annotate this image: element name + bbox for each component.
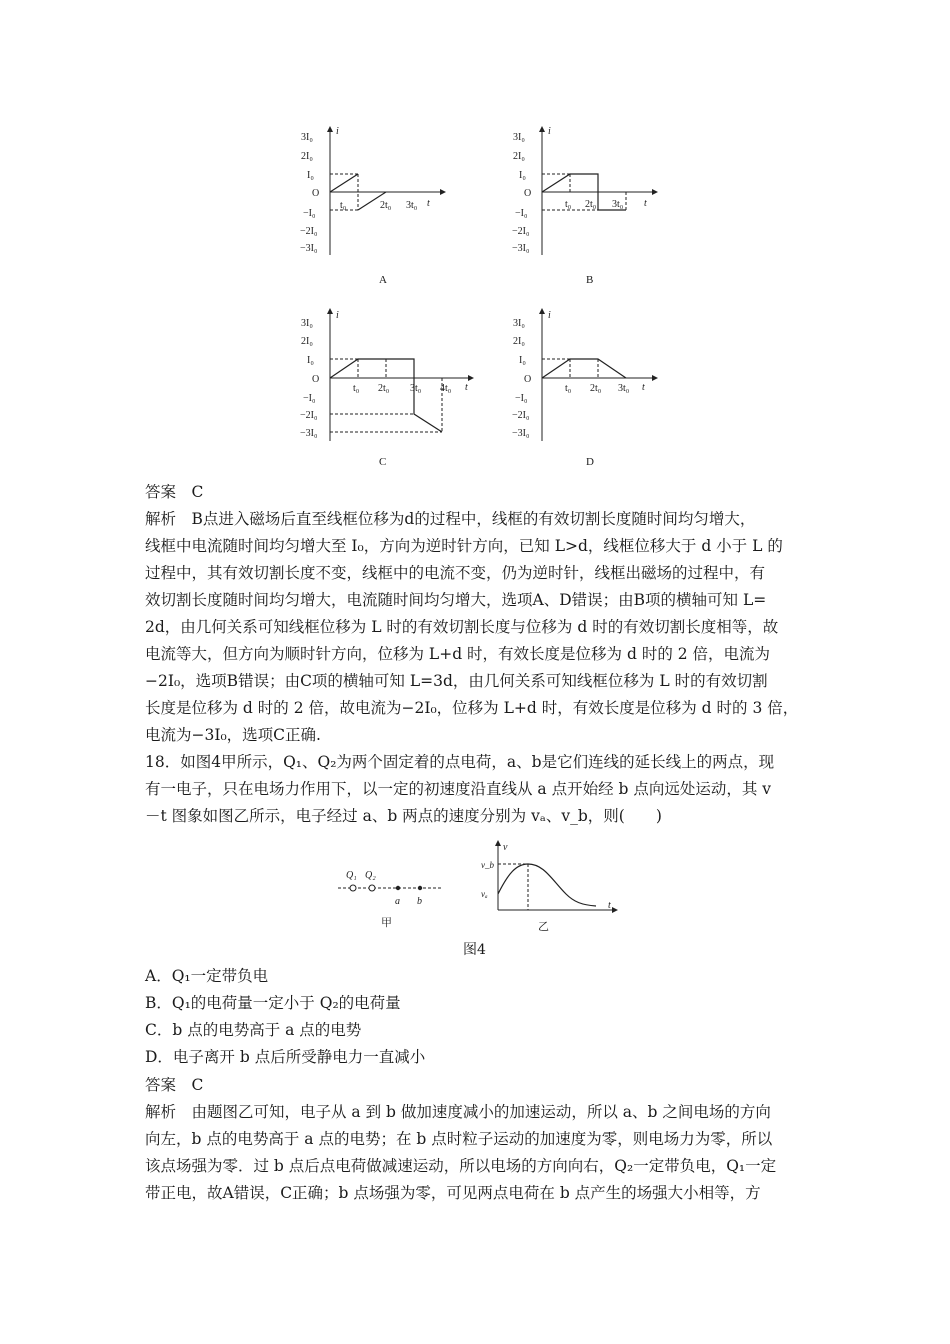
origin-label: O (524, 188, 532, 199)
figure-yi (478, 838, 628, 934)
y-axis-label: i (336, 126, 339, 137)
graph-d (512, 306, 662, 441)
origin-label: O (312, 188, 320, 199)
y-tick: −2I₀ (300, 226, 318, 237)
q2-label: Q₂ (365, 870, 376, 881)
q17-analysis-line: 过程中，其有效切割长度不变，线框中的电流不变，仍为逆时针，线框出磁场的过程中，有 (145, 564, 766, 582)
y-axis-label: i (548, 310, 551, 321)
graph-d-label: D (586, 456, 594, 468)
q18-option-d: D．电子离开 b 点后所受静电力一直减小 (145, 1048, 426, 1066)
point-a-label: a (395, 896, 400, 907)
x-axis-label: t (642, 382, 645, 393)
y-tick: −3I₀ (512, 428, 530, 439)
x-axis-label: t (427, 198, 430, 209)
graph-a (300, 120, 450, 255)
q17-answer: 答案 C (145, 483, 204, 501)
q18-analysis-line: 带正电，故A错误，C正确；b 点场强为零，可见两点电荷在 b 点产生的场强大小相等，方 (145, 1184, 761, 1202)
point-b-label: b (417, 896, 422, 907)
origin-label: O (312, 374, 320, 385)
y-tick: −I₀ (515, 208, 528, 219)
q18-analysis-line: 该点场强为零．过 b 点后点电荷做减速运动，所以电场的方向向右，Q₂一定带负电，Q₁一定 (145, 1157, 777, 1175)
graph-c-label: C (379, 456, 387, 468)
q18-option-b: B．Q₁的电荷量一定小于 Q₂的电荷量 (145, 994, 401, 1012)
y-tick: 2I₀ (513, 336, 525, 347)
x-axis-label: t (465, 382, 468, 393)
y-tick: 2I₀ (513, 151, 525, 162)
y-tick: −2I₀ (300, 410, 318, 421)
y-tick: 2I₀ (301, 336, 313, 347)
figure-jia-caption: 甲 (381, 917, 392, 929)
figure-jia (338, 862, 448, 932)
q17-analysis-line: 长度是位移为 d 时的 2 倍，故电流为−2I₀，位移为 L+d 时，有效长度是位移为 d 时的 3 倍， (145, 699, 799, 717)
q18-stem-line: －t 图象如图乙所示，电子经过 a、b 两点的速度分别为 vₐ、v_b，则( ) (145, 807, 662, 825)
q17-analysis-line: −2I₀，选项B错误；由C项的横轴可知 L=3d，由几何关系可知线框位移为 L 时的有效切割 (145, 672, 768, 690)
y-tick: I₀ (307, 355, 314, 366)
q18-option-c: C．b 点的电势高于 a 点的电势 (145, 1021, 362, 1039)
y-tick: 3I₀ (301, 132, 313, 143)
q1-label: Q₁ (346, 870, 357, 881)
x-tick: t₀ (565, 199, 572, 210)
y-tick: −I₀ (515, 393, 528, 404)
y-tick: −2I₀ (512, 226, 530, 237)
y-tick: −3I₀ (512, 243, 530, 254)
t-axis-label: t (608, 900, 611, 911)
x-tick: 2t₀ (380, 200, 392, 211)
x-tick: 3t₀ (618, 383, 630, 394)
q17-analysis-line: 效切割长度随时间均匀增大，电流随时间均匀增大，选项A、D错误；由B项的横轴可知 L= (145, 591, 767, 609)
q17-analysis-line: 电流等大，但方向为顺时针方向，位移为 L+d 时，有效长度是位移为 d 时的 2 倍，电流为 (145, 645, 771, 663)
x-tick: t₀ (340, 200, 347, 211)
q18-analysis-line: 解析 由题图乙可知，电子从 a 到 b 做加速度减小的加速运动，所以 a、b 之间电场的方向 (145, 1103, 771, 1121)
q18-answer: 答案 C (145, 1076, 204, 1094)
x-tick: t₀ (353, 383, 360, 394)
q18-option-a: A．Q₁一定带负电 (145, 967, 269, 985)
x-tick: 3t₀ (410, 383, 422, 394)
y-tick: 2I₀ (301, 151, 313, 162)
y-tick: I₀ (307, 170, 314, 181)
x-tick: 2t₀ (585, 199, 597, 210)
graph-b (512, 120, 662, 255)
y-tick: 3I₀ (513, 318, 525, 329)
x-tick: t₀ (565, 383, 572, 394)
graph-c (300, 306, 480, 441)
q17-analysis-line: 线框中电流随时间均匀增大至 I₀，方向为逆时针方向，已知 L>d，线框位移大于 d 小于 L 的 (145, 537, 783, 555)
y-tick: I₀ (519, 170, 526, 181)
q17-analysis-line: 电流为−3I₀，选项C正确. (145, 726, 321, 744)
x-tick: 3t₀ (406, 200, 418, 211)
y-tick: 3I₀ (301, 318, 313, 329)
x-tick: 2t₀ (378, 383, 390, 394)
x-tick: 2t₀ (590, 383, 602, 394)
figure-4-caption: 图4 (463, 942, 486, 958)
q18-stem-line: 18．如图4甲所示，Q₁、Q₂为两个固定着的点电荷，a、b是它们连线的延长线上的两点，现 (145, 753, 775, 771)
graph-b-label: B (586, 274, 594, 286)
y-tick: 3I₀ (513, 132, 525, 143)
y-tick: −2I₀ (512, 410, 530, 421)
q18-analysis-line: 向左，b 点的电势高于 a 点的电势；在 b 点时粒子运动的加速度为零，则电场力为零，所以 (145, 1130, 773, 1148)
vb-label: v_b (481, 860, 494, 870)
va-label: vₐ (481, 889, 488, 899)
q18-stem-line: 有一电子，只在电场力作用下，以一定的初速度沿直线从 a 点开始经 b 点向远处运动，其 v (145, 780, 772, 798)
y-axis-label: i (336, 310, 339, 321)
y-tick: −3I₀ (300, 428, 318, 439)
y-tick: −3I₀ (300, 243, 318, 254)
y-axis-label: i (548, 126, 551, 137)
x-tick: 3t₀ (612, 199, 624, 210)
graph-a-label: A (379, 274, 387, 286)
v-axis-label: v (503, 842, 508, 853)
x-axis-label: t (644, 198, 647, 209)
y-tick: −I₀ (303, 208, 316, 219)
q17-analysis-line: 解析 B点进入磁场后直至线框位移为d的过程中，线框的有效切割长度随时间均匀增大， (145, 510, 756, 528)
y-tick: I₀ (519, 355, 526, 366)
figure-yi-caption: 乙 (538, 921, 549, 933)
x-tick: 4t₀ (440, 383, 452, 394)
origin-label: O (524, 374, 532, 385)
y-tick: −I₀ (303, 393, 316, 404)
q17-analysis-line: 2d，由几何关系可知线框位移为 L 时的有效切割长度与位移为 d 时的有效切割长度相等，故 (145, 618, 779, 636)
